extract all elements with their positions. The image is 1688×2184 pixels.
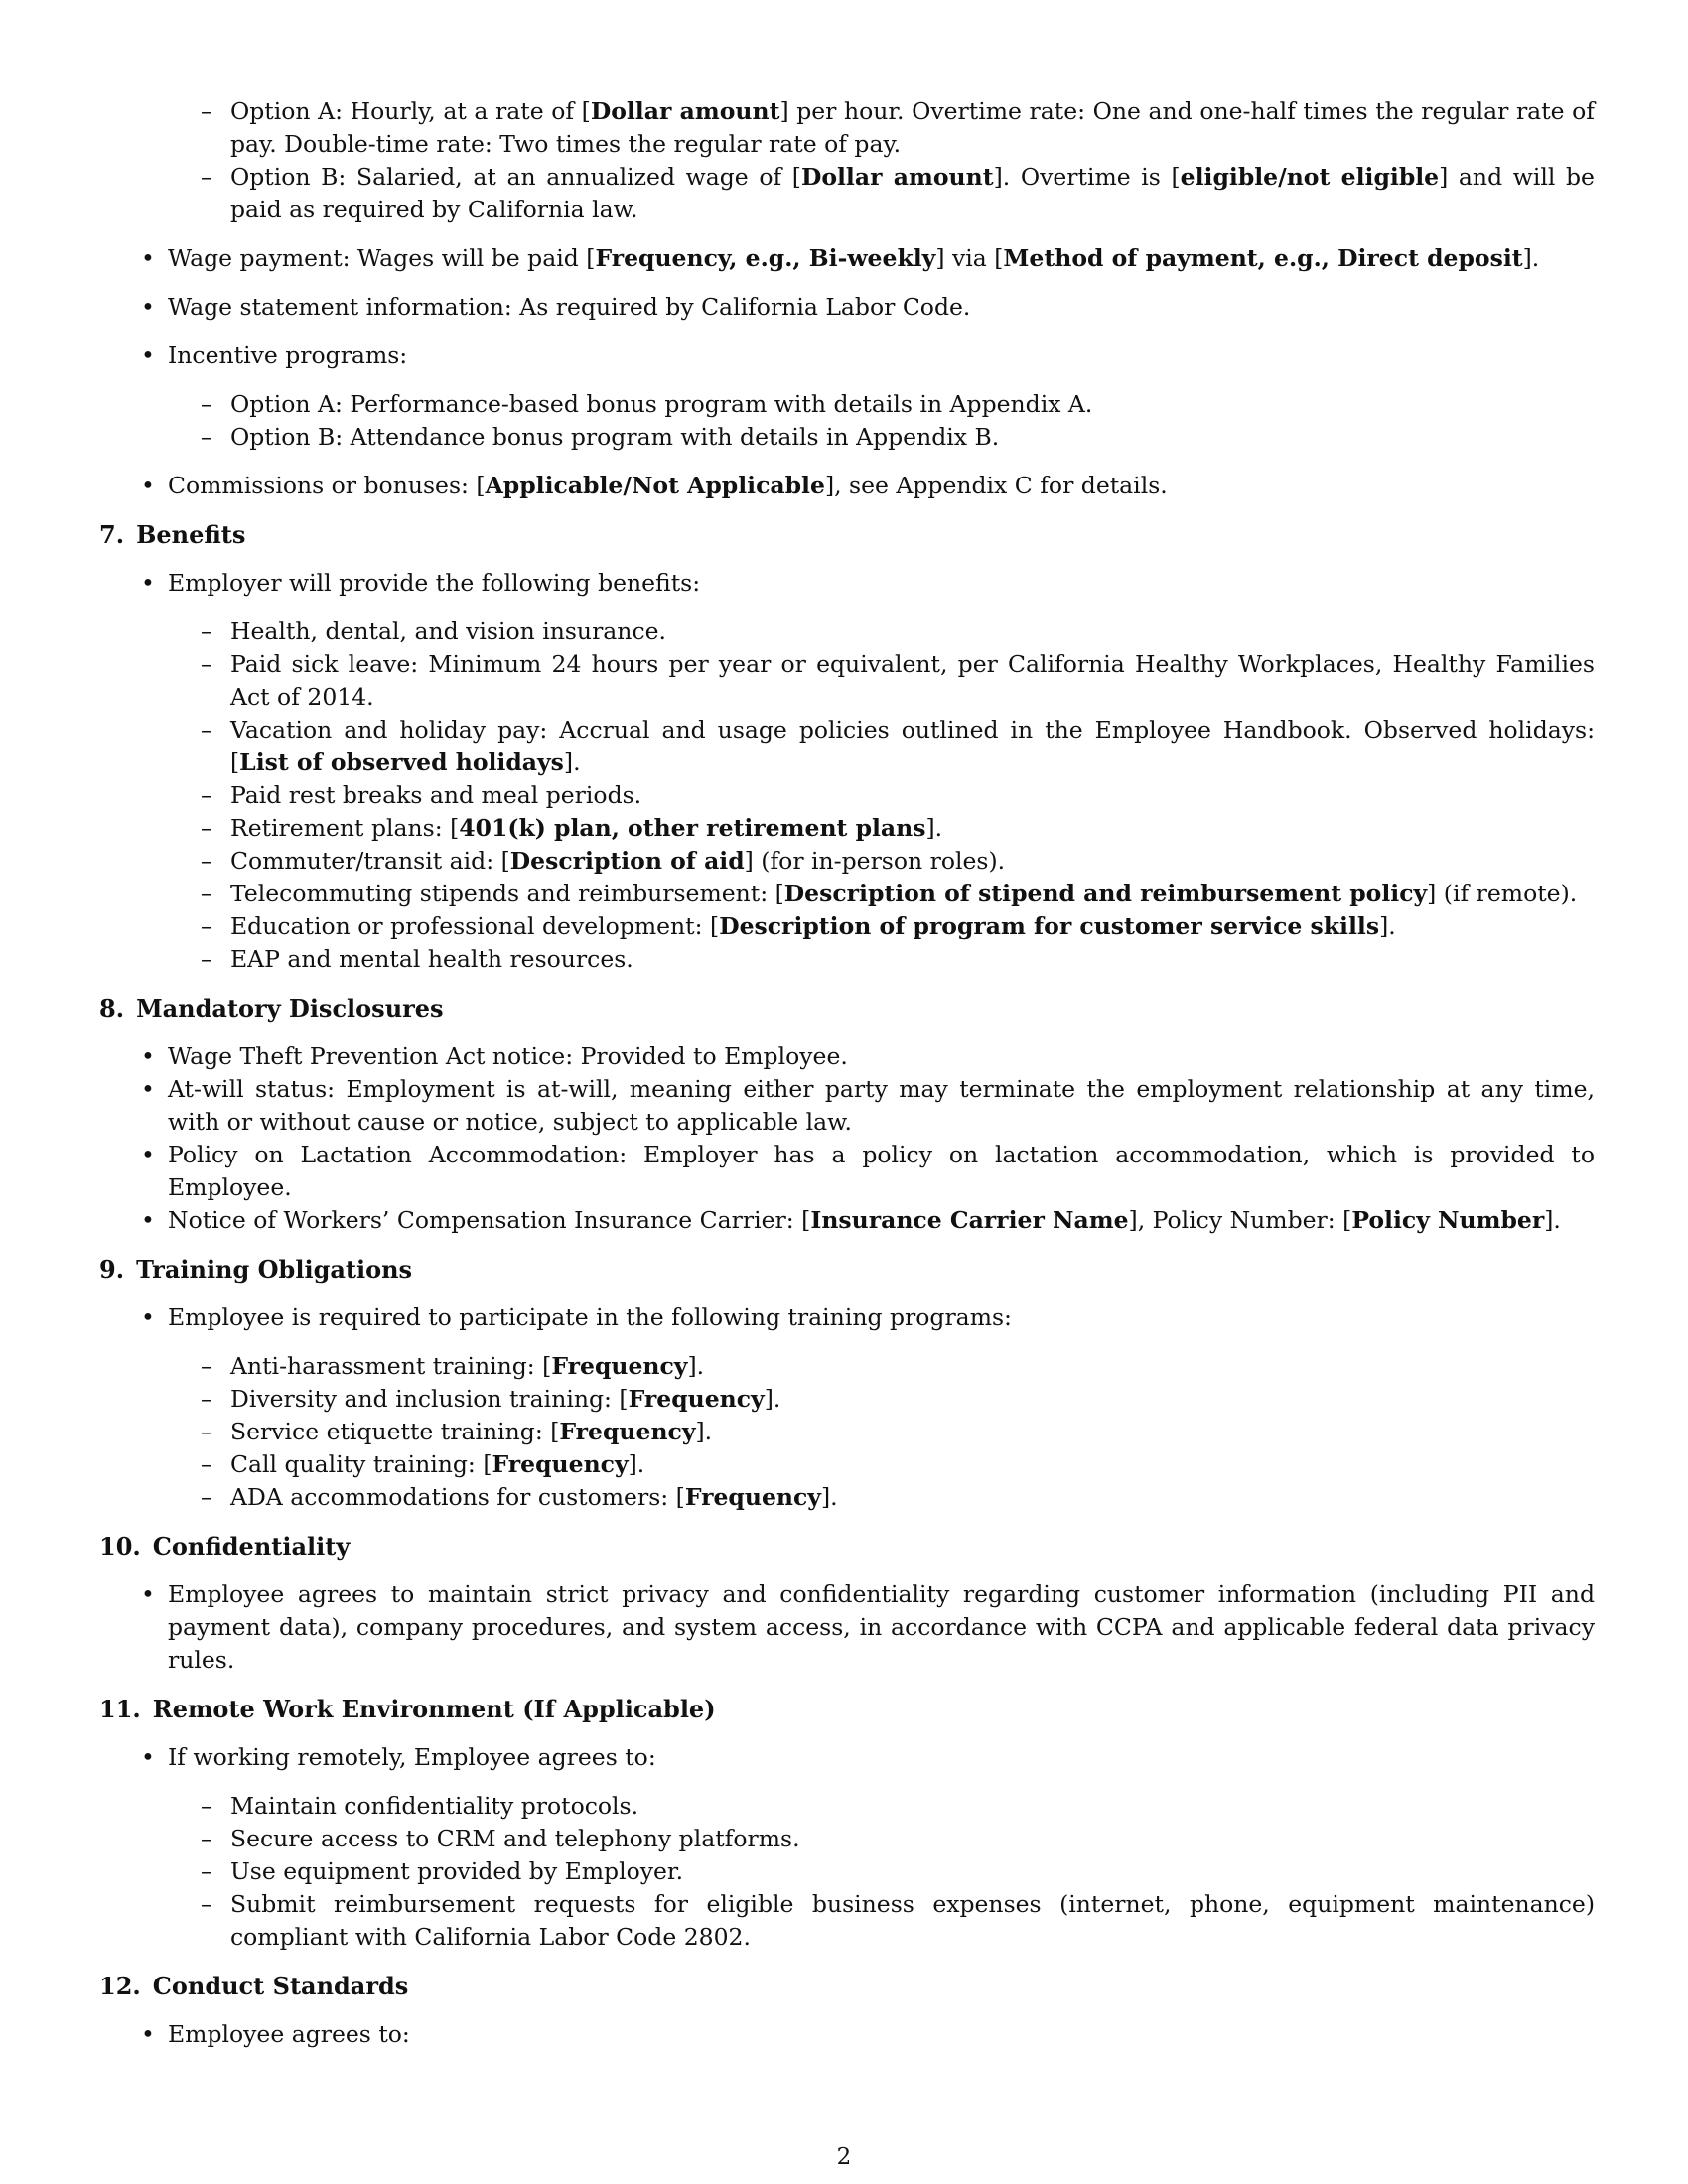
text-segment: Call quality training: [ [230, 1450, 492, 1478]
text-segment: Telecommuting stipends and reimbursement: [ [230, 880, 784, 907]
section-number: 8. [99, 994, 125, 1023]
section-number: 7. [99, 520, 125, 549]
remote-item [201, 1823, 1595, 1855]
confidentiality-item: • Employee agrees to maintain strict privacy and confidentiality regarding customer information (including PII and payment data), company procedures, and system access, in accordance with CCPA and applicable federal data privacy rules. [139, 1578, 1595, 1677]
section-title: Mandatory Disclosures [136, 994, 444, 1023]
disclosure-item [139, 1204, 1595, 1237]
text-segment: ] and will be paid as required by California law. [230, 163, 1595, 223]
placeholder-field: Description of aid [509, 847, 745, 875]
training-item [201, 1383, 1595, 1416]
text-segment: Paid sick leave: Minimum 24 hours per year or equivalent, per California Healthy Workplaces, Healthy Families Act of 2014. [230, 650, 1595, 711]
wage-option-b [201, 161, 1595, 226]
placeholder-field: Description of stipend and reimbursement policy [783, 880, 1428, 907]
text-segment: Notice of Workers’ Compensation Insurance Carrier: [ [168, 1206, 811, 1234]
training-intro-item [139, 1301, 1595, 1514]
placeholder-field: eligible/not eligible [1180, 163, 1440, 191]
remote-list [168, 1790, 1595, 1954]
incentive-options-list [168, 388, 1595, 454]
remote-item [201, 1790, 1595, 1823]
page-number: 2 [836, 2144, 852, 2170]
placeholder-field: Description of program for customer service skills [719, 912, 1380, 940]
remote-item [201, 1888, 1595, 1954]
placeholder-field: List of observed holidays [239, 749, 564, 776]
section-title: Remote Work Environment (If Applicable) [152, 1695, 716, 1723]
placeholder-field: Dollar amount [800, 163, 994, 191]
remote-intro-item [139, 1741, 1595, 1954]
benefit-item [201, 648, 1595, 714]
text-segment: Anti-harassment training: [ [230, 1352, 552, 1380]
section-9-heading [99, 1253, 1595, 1286]
section-9-list [99, 1301, 1595, 1514]
section-title: Conduct Standards [152, 1972, 409, 2000]
text-segment: Diversity and inclusion training: [ [230, 1385, 629, 1413]
text-segment: ]. [628, 1450, 645, 1478]
text-segment: Secure access to CRM and telephony platforms. [230, 1825, 800, 1852]
benefit-item [201, 714, 1595, 779]
section-12-heading [99, 1970, 1595, 2002]
training-item [201, 1448, 1595, 1481]
text-segment: ] per hour. Overtime rate: One and one-half times the regular rate of pay. Double-time rate: Two times the regular rate of pay. [230, 97, 1595, 158]
placeholder-field: Frequency [492, 1450, 629, 1478]
incentive-programs-label: Incentive programs: [168, 341, 408, 369]
text-segment: Health, dental, and vision insurance. [230, 617, 666, 645]
section-number: 9. [99, 1255, 125, 1284]
compensation-list [99, 242, 1595, 502]
benefit-item [201, 779, 1595, 812]
placeholder-field: Frequency [551, 1352, 688, 1380]
benefit-item [201, 812, 1595, 845]
section-12-list [99, 2018, 1595, 2051]
benefits-list [168, 615, 1595, 976]
placeholder-field: Frequency [684, 1483, 821, 1511]
text-segment: ] (if remote). [1427, 880, 1578, 907]
text-segment: ] via [ [935, 244, 1004, 272]
disclosure-item [139, 1073, 1595, 1139]
text-segment: At-will status: Employment is at-will, meaning either party may terminate the employment relationship at any time, with or without cause or notice, subject to applicable law. [168, 1075, 1595, 1136]
text-segment: ]. [1544, 1206, 1561, 1234]
text-segment: Use equipment provided by Employer. [230, 1857, 684, 1885]
placeholder-field: Applicable/Not Applicable [485, 472, 825, 499]
text-segment: Education or professional development: [ [230, 912, 720, 940]
text-segment: ]. [1379, 912, 1396, 940]
section-7-list [99, 567, 1595, 976]
text-segment: Vacation and holiday pay: Accrual and usage policies outlined in the Employee Handbook. Observed holidays: [ [230, 716, 1595, 776]
section-number: 10. [99, 1532, 141, 1561]
text-segment: ] (for in-person roles). [744, 847, 1006, 875]
text-segment: Option A: Hourly, at a rate of [ [230, 97, 591, 125]
placeholder-field: Frequency [559, 1418, 696, 1445]
wage-payment-item [139, 242, 1595, 275]
text-segment: Wage Theft Prevention Act notice: Provided to Employee. [168, 1042, 848, 1070]
text-segment: Submit reimbursement requests for eligible business expenses (internet, phone, equipment maintenance) compliant with California Labor Code 2802. [230, 1890, 1595, 1951]
text-segment: Wage payment: Wages will be paid [ [168, 244, 596, 272]
disclosure-item [139, 1040, 1595, 1073]
training-list [168, 1350, 1595, 1514]
section-10-list [99, 1578, 1595, 1677]
section-7-heading [99, 518, 1595, 551]
section-11-list [99, 1741, 1595, 1954]
section-title: Training Obligations [136, 1255, 413, 1284]
text-segment: ]. [1522, 244, 1540, 272]
benefit-item [201, 845, 1595, 878]
text-segment: ]. [764, 1385, 781, 1413]
disclosure-item [139, 1139, 1595, 1204]
disclosures-list [99, 1040, 1595, 1237]
section-number: 12. [99, 1972, 141, 2000]
text-segment: Paid rest breaks and meal periods. [230, 781, 642, 809]
conduct-intro-item: • Employee agrees to: [139, 2018, 1595, 2051]
benefit-item [201, 615, 1595, 648]
wage-option-a [201, 95, 1595, 161]
text-segment: ], see Appendix C for details. [824, 472, 1168, 499]
benefits-intro-item [139, 567, 1595, 976]
incentive-programs-item [139, 340, 1595, 454]
text-segment: EAP and mental health resources. [230, 945, 633, 973]
benefits-intro: Employer will provide the following benefits: [168, 569, 701, 597]
text-segment: ]. [820, 1483, 838, 1511]
text-segment: ]. Overtime is [ [993, 163, 1181, 191]
placeholder-field: Policy Number [1351, 1206, 1545, 1234]
text-segment: ]. [563, 749, 581, 776]
placeholder-field: 401(k) plan, other retirement plans [459, 814, 926, 842]
section-8-heading [99, 992, 1595, 1024]
text-segment: Maintain confidentiality protocols. [230, 1792, 639, 1820]
benefit-item [201, 878, 1595, 910]
section-number: 11. [99, 1695, 141, 1723]
section-11-heading [99, 1693, 1595, 1725]
remote-item [201, 1855, 1595, 1888]
text-segment: ]. [925, 814, 943, 842]
placeholder-field: Frequency [628, 1385, 765, 1413]
placeholder-field: Insurance Carrier Name [810, 1206, 1129, 1234]
text-segment: Option B: Salaried, at an annualized wage of [ [230, 163, 801, 191]
placeholder-field: Method of payment, e.g., Direct deposit [1003, 244, 1523, 272]
training-item [201, 1350, 1595, 1383]
wage-options-list [99, 95, 1595, 226]
placeholder-field: Dollar amount [590, 97, 780, 125]
benefit-item [201, 910, 1595, 943]
training-intro: Employee is required to participate in the following training programs: [168, 1303, 1012, 1331]
section-title: Benefits [136, 520, 246, 549]
wage-statement-item: • Wage statement information: As required by California Labor Code. [139, 291, 1595, 324]
text-segment: Service etiquette training: [ [230, 1418, 560, 1445]
placeholder-field: Frequency, e.g., Bi-weekly [595, 244, 936, 272]
document-page [99, 95, 1595, 2051]
text-segment: Commuter/transit aid: [ [230, 847, 510, 875]
text-segment: ]. [695, 1418, 713, 1445]
incentive-option-a: – Option A: Performance-based bonus program with details in Appendix A. [201, 388, 1595, 421]
section-10-heading [99, 1530, 1595, 1563]
text-segment: Commissions or bonuses: [ [168, 472, 486, 499]
remote-intro: If working remotely, Employee agrees to: [168, 1743, 656, 1771]
training-item [201, 1481, 1595, 1514]
text-segment: Policy on Lactation Accommodation: Employer has a policy on lactation accommodation, which is provided to Employee. [168, 1141, 1595, 1201]
text-segment: ]. [687, 1352, 705, 1380]
benefit-item [201, 943, 1595, 976]
section-title: Confidentiality [152, 1532, 351, 1561]
text-segment: ADA accommodations for customers: [ [230, 1483, 685, 1511]
incentive-option-b: – Option B: Attendance bonus program with details in Appendix B. [201, 421, 1595, 454]
training-item [201, 1416, 1595, 1448]
text-segment: ], Policy Number: [ [1128, 1206, 1352, 1234]
commissions-item [139, 470, 1595, 502]
text-segment: Retirement plans: [ [230, 814, 460, 842]
